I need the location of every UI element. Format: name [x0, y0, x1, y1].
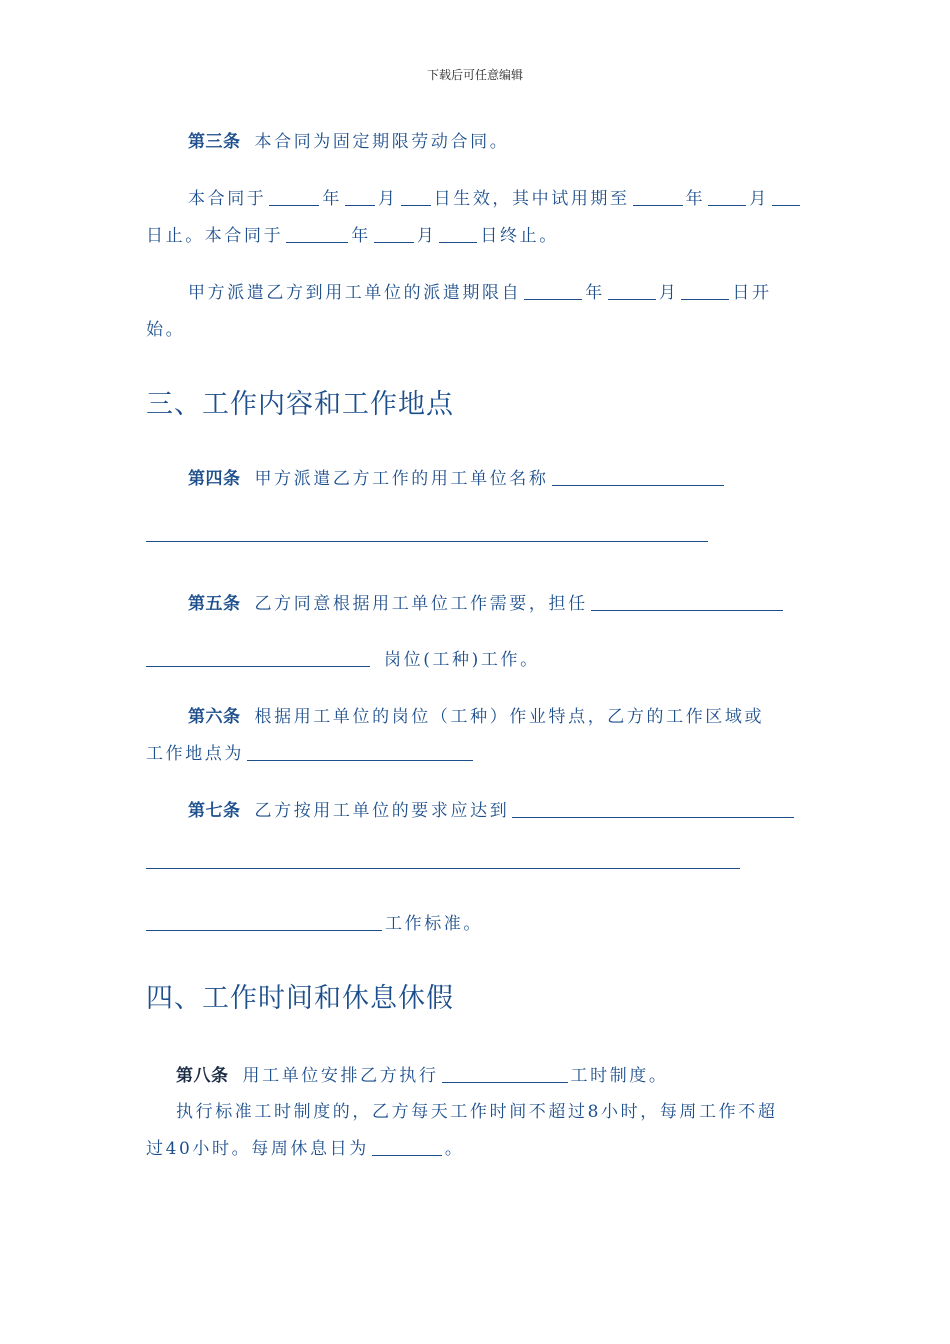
- blank-field[interactable]: [552, 467, 724, 486]
- article-text: 甲方派遣乙方工作的用工单位名称: [254, 469, 549, 489]
- blank-field[interactable]: [247, 742, 473, 761]
- blank-field[interactable]: [345, 187, 375, 206]
- article-label: 第七条: [188, 801, 241, 821]
- text: 年: [351, 226, 371, 246]
- blank-field[interactable]: [286, 224, 348, 243]
- article-label: 第五条: [188, 594, 241, 614]
- page-header: 下载后可任意编辑: [426, 68, 523, 82]
- article-7-line-3: [146, 909, 483, 934]
- article-3-line-4: [188, 278, 772, 303]
- article-8-line-2: 执行标准工时制度的，乙方每天工作时间不超过8小时，每周工作不超: [176, 1102, 778, 1122]
- text: 本合同于: [188, 189, 267, 209]
- blank-field[interactable]: [524, 281, 582, 300]
- text: 年: [322, 189, 343, 209]
- blank-field[interactable]: [772, 187, 800, 206]
- text: 年: [685, 189, 706, 209]
- text: 日开: [732, 283, 772, 303]
- text: 年: [585, 283, 605, 303]
- blank-field[interactable]: [681, 281, 729, 300]
- blank-field[interactable]: [442, 1064, 568, 1083]
- text: 工作标准。: [385, 914, 483, 934]
- text: 工时制度。: [570, 1066, 669, 1086]
- blank-field[interactable]: [372, 1137, 442, 1156]
- article-label: 第八条: [176, 1066, 229, 1086]
- text: 过40小时。每周休息日为: [146, 1139, 369, 1159]
- text: 工作地点为: [146, 744, 244, 764]
- text: 日生效，其中试用期至: [433, 189, 630, 209]
- blank-line[interactable]: [146, 541, 708, 542]
- article-text: 乙方同意根据用工单位工作需要，担任: [254, 594, 588, 614]
- blank-field[interactable]: [146, 912, 382, 931]
- blank-field[interactable]: [633, 187, 683, 206]
- blank-line[interactable]: [146, 868, 740, 869]
- text: 月: [749, 189, 769, 209]
- article-5: [188, 589, 786, 614]
- article-7: [188, 796, 797, 821]
- article-6-line-2: [146, 739, 476, 764]
- section-heading: 三、工作内容和工作地点: [146, 389, 454, 420]
- article-8-line-3: [146, 1134, 464, 1159]
- blank-field[interactable]: [439, 224, 477, 243]
- article-3-line-2: [188, 184, 803, 209]
- blank-field[interactable]: [512, 799, 794, 818]
- text: 日终止。: [480, 226, 559, 246]
- text: 岗位(工种)工作。: [384, 650, 540, 670]
- blank-field[interactable]: [401, 187, 431, 206]
- text: 。: [444, 1139, 465, 1159]
- article-6: [188, 702, 764, 727]
- article-3-line-5: 始。: [146, 320, 186, 340]
- article-label: 第六条: [188, 707, 241, 727]
- article-text: 本合同为固定期限劳动合同。: [254, 132, 510, 152]
- article-3-line-3: [146, 221, 559, 246]
- article-4: [188, 464, 727, 489]
- text: 日止。本合同于: [146, 226, 284, 246]
- article-8: [176, 1061, 669, 1086]
- section-heading: 四、工作时间和休息休假: [146, 983, 454, 1014]
- article-5-line-2: [146, 645, 540, 670]
- blank-field[interactable]: [591, 592, 783, 611]
- blank-field[interactable]: [608, 281, 656, 300]
- article-text: 根据用工单位的岗位（工种）作业特点，乙方的工作区域或: [254, 707, 765, 727]
- text: 月: [658, 283, 679, 303]
- blank-field[interactable]: [708, 187, 746, 206]
- article-text: 用工单位安排乙方执行: [242, 1066, 439, 1086]
- article-3: [188, 127, 509, 152]
- text: 甲方派遣乙方到用工单位的派遣期限自: [188, 283, 522, 303]
- text: 月: [378, 189, 398, 209]
- blank-field[interactable]: [374, 224, 414, 243]
- blank-field[interactable]: [146, 648, 370, 667]
- article-text: 乙方按用工单位的要求应达到: [254, 801, 510, 821]
- article-label: 第三条: [188, 132, 241, 152]
- text: 月: [416, 226, 437, 246]
- article-label: 第四条: [188, 469, 241, 489]
- blank-field[interactable]: [269, 187, 319, 206]
